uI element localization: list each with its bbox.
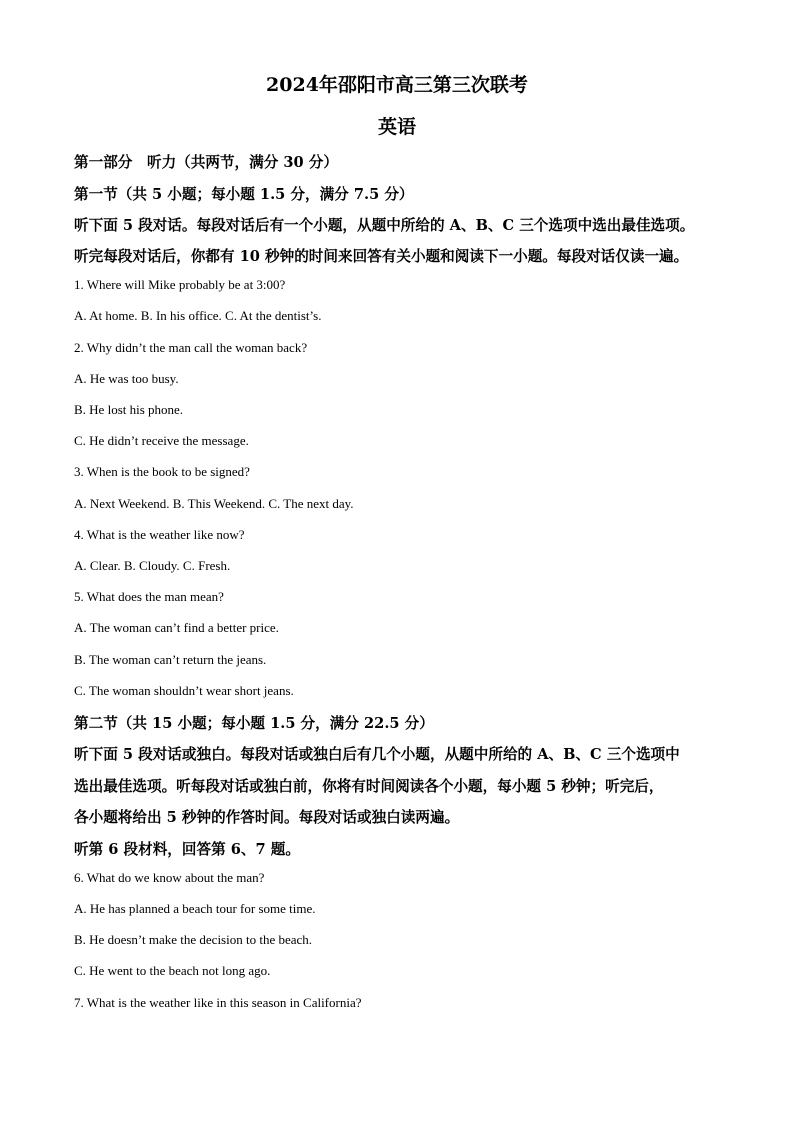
question-3-options: A. Next Weekend. B. This Weekend. C. The next day. (74, 496, 354, 511)
question-5-stem: 5. What does the man mean? (74, 589, 224, 604)
question-5-option-a: A. The woman can’t find a better price. (74, 620, 279, 635)
section1-instruction-line: 听完每段对话后，你都有 10 秒钟的时间来回答有关小题和阅读下一小题。每段对话仅读一遍。 (74, 248, 689, 265)
question-1-stem: 1. Where will Mike probably be at 3:00? (74, 277, 286, 292)
question-4-stem: 4. What is the weather like now? (74, 527, 245, 542)
question-4-options: A. Clear. B. Cloudy. C. Fresh. (74, 558, 231, 573)
question-2-stem: 2. Why didn’t the man call the woman back? (74, 340, 308, 355)
question-1-options: A. At home. B. In his office. C. At the dentist’s. (74, 308, 322, 323)
section1-instruction-line: 听下面 5 段对话。每段对话后有一个小题，从题中所给的 A、B、C 三个选项中选出最佳选项。 (74, 217, 695, 234)
material-6-heading: 听第 6 段材料，回答第 6、7 题。 (74, 841, 300, 858)
question-6-option-b: B. He doesn’t make the decision to the beach. (74, 932, 313, 947)
question-6-option-a: A. He has planned a beach tour for some time. (74, 901, 316, 916)
section2-instruction-line: 选出最佳选项。听每段对话或独白前，你将有时间阅读各个小题，每小题 5 秒钟；听完后， (74, 778, 664, 795)
part1-heading: 第一部分 听力（共两节，满分 30 分） (74, 154, 338, 171)
section1-heading: 第一节（共 5 小题；每小题 1.5 分，满分 7.5 分） (74, 186, 414, 203)
question-5-option-b: B. The woman can’t return the jeans. (74, 652, 267, 667)
question-2-option-b: B. He lost his phone. (74, 402, 184, 417)
question-2-option-a: A. He was too busy. (74, 371, 179, 386)
question-3-stem: 3. When is the book to be signed? (74, 464, 250, 479)
question-7-stem: 7. What is the weather like in this season in California? (74, 995, 362, 1010)
subject-title: 英语 (377, 116, 416, 138)
section2-heading: 第二节（共 15 小题；每小题 1.5 分，满分 22.5 分） (74, 715, 434, 732)
question-2-option-c: C. He didn’t receive the message. (74, 433, 249, 448)
question-5-option-c: C. The woman shouldn’t wear short jeans. (74, 683, 294, 698)
question-6-stem: 6. What do we know about the man? (74, 870, 265, 885)
question-6-option-c: C. He went to the beach not long ago. (74, 963, 271, 978)
exam-title: 2024年邵阳市高三第三次联考 (266, 74, 528, 96)
section2-instruction-line: 各小题将给出 5 秒钟的作答时间。每段对话或独白读两遍。 (74, 809, 460, 826)
section2-instruction-line: 听下面 5 段对话或独白。每段对话或独白后有几个小题，从题中所给的 A、B、C 三个选项中 (74, 746, 680, 763)
